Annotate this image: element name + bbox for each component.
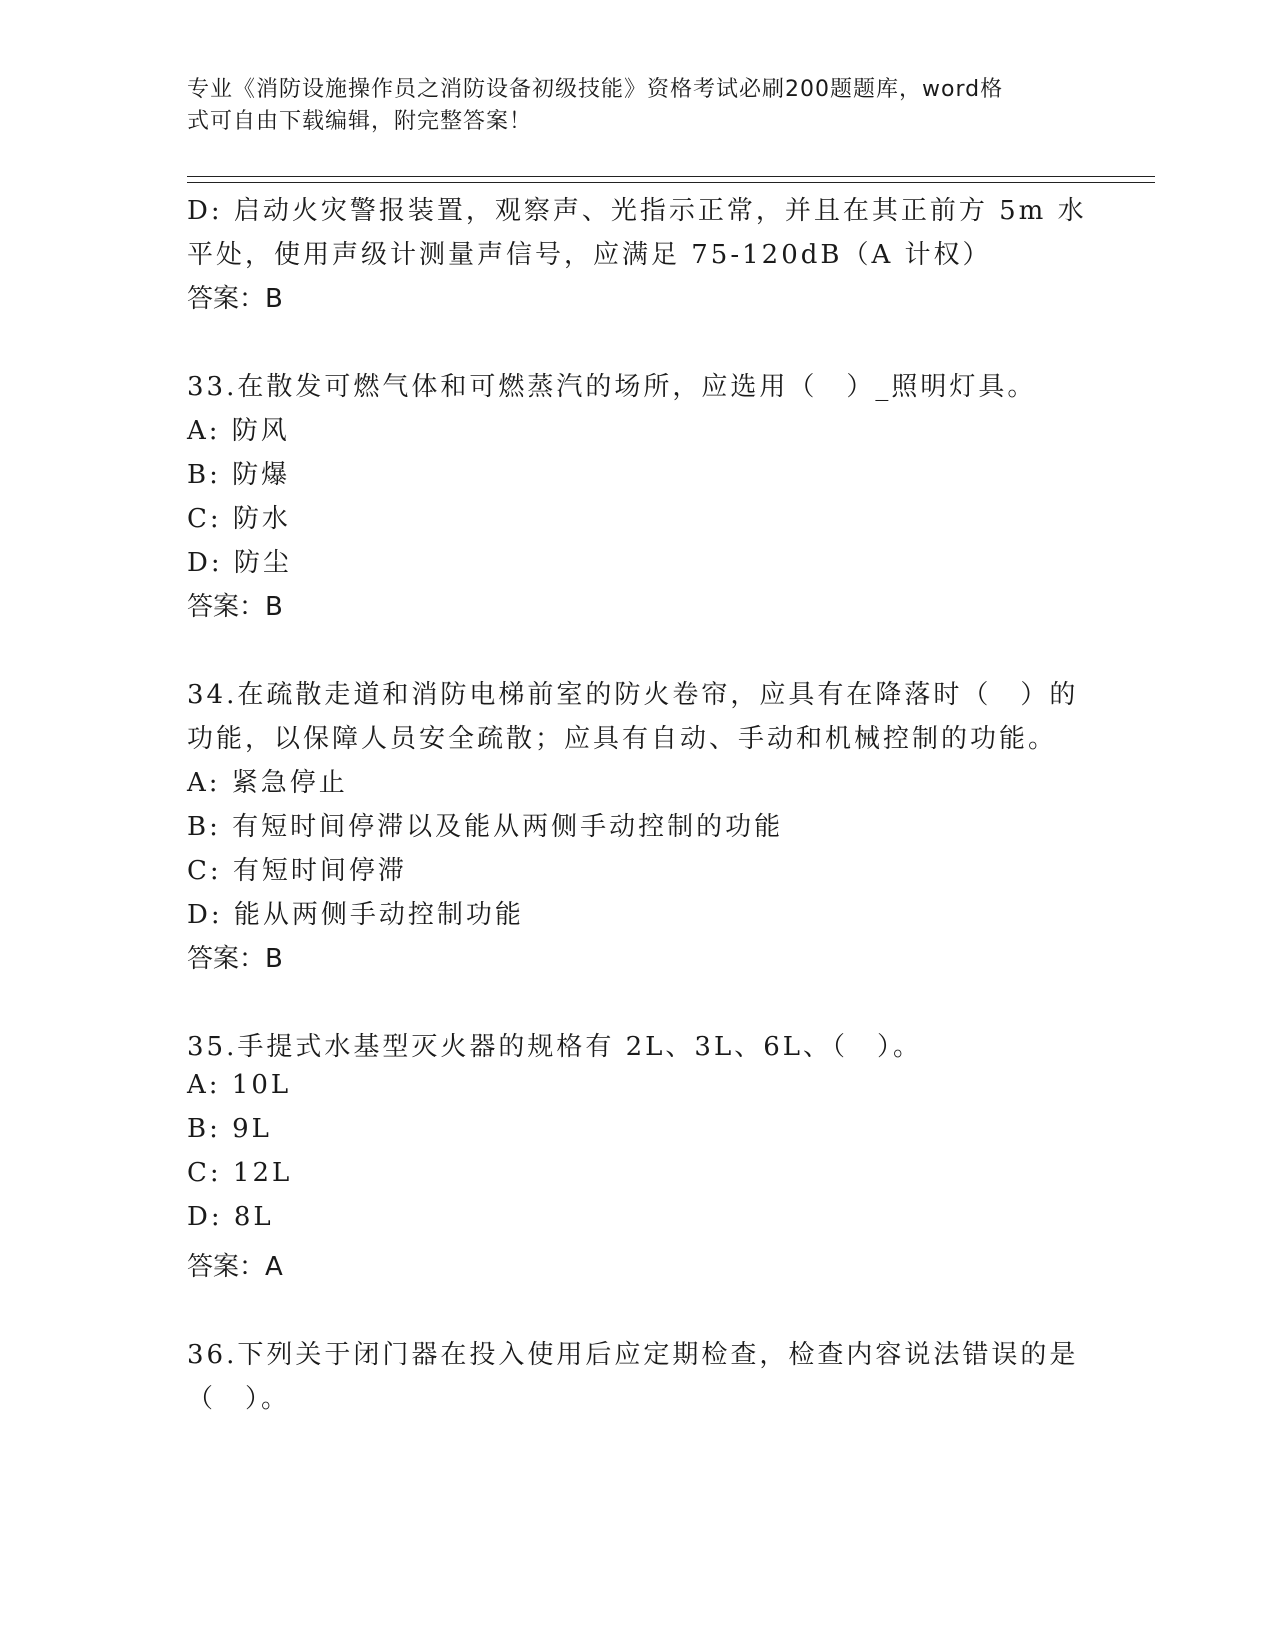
q35-option-d: D: 8L [187,1202,274,1232]
q35-answer: 答案：A [187,1252,283,1282]
q34-stem-line-1: 34.在疏散走道和消防电梯前室的防火卷帘，应具有在降落时（ ）的 [187,680,1079,710]
q34-option-a: A: 紧急停止 [187,768,348,798]
header-divider-bottom [187,182,1155,183]
q33-option-b: B: 防爆 [187,460,291,490]
q35-stem: 35.手提式水基型灭火器的规格有 2L、3L、6L、（ ）。 [187,1032,923,1062]
q35-option-a: A: 10L [187,1070,292,1100]
q33-option-c: C: 防水 [187,504,291,534]
q33-option-a: A: 防风 [187,416,290,446]
header-divider-top [187,176,1155,177]
q33-answer: 答案：B [187,592,283,622]
q34-stem-line-2: 功能，以保障人员安全疏散；应具有自动、手动和机械控制的功能。 [187,724,1058,754]
header-line-1: 专业《消防设施操作员之消防设备初级技能》资格考试必刷200题题库，word格 [187,77,1004,102]
q33-option-d: D: 防尘 [187,548,292,578]
header-line-2: 式可自由下载编辑，附完整答案！ [187,109,533,134]
q33-stem: 33.在散发可燃气体和可燃蒸汽的场所，应选用（ ）_照明灯具。 [187,372,1037,402]
q34-option-b: B: 有短时间停滞以及能从两侧手动控制的功能 [187,812,784,842]
q36-stem-line-1: 36.下列关于闭门器在投入使用后应定期检查，检查内容说法错误的是 [187,1340,1079,1370]
prev-option-d-line-1: D: 启动火灾警报装置，观察声、光指示正常，并且在其正前方 5m 水 [187,196,1087,226]
q34-option-d: D: 能从两侧手动控制功能 [187,900,524,930]
prev-option-d-line-2: 平处，使用声级计测量声信号，应满足 75-120dB（A 计权） [187,240,992,270]
q36-stem-line-2: （ ）。 [187,1384,291,1414]
prev-answer: 答案：B [187,284,283,314]
q34-answer: 答案：B [187,944,283,974]
q35-option-c: C: 12L [187,1158,293,1188]
q35-option-b: B: 9L [187,1114,272,1144]
q34-option-c: C: 有短时间停滞 [187,856,407,886]
document-header [187,74,1087,138]
